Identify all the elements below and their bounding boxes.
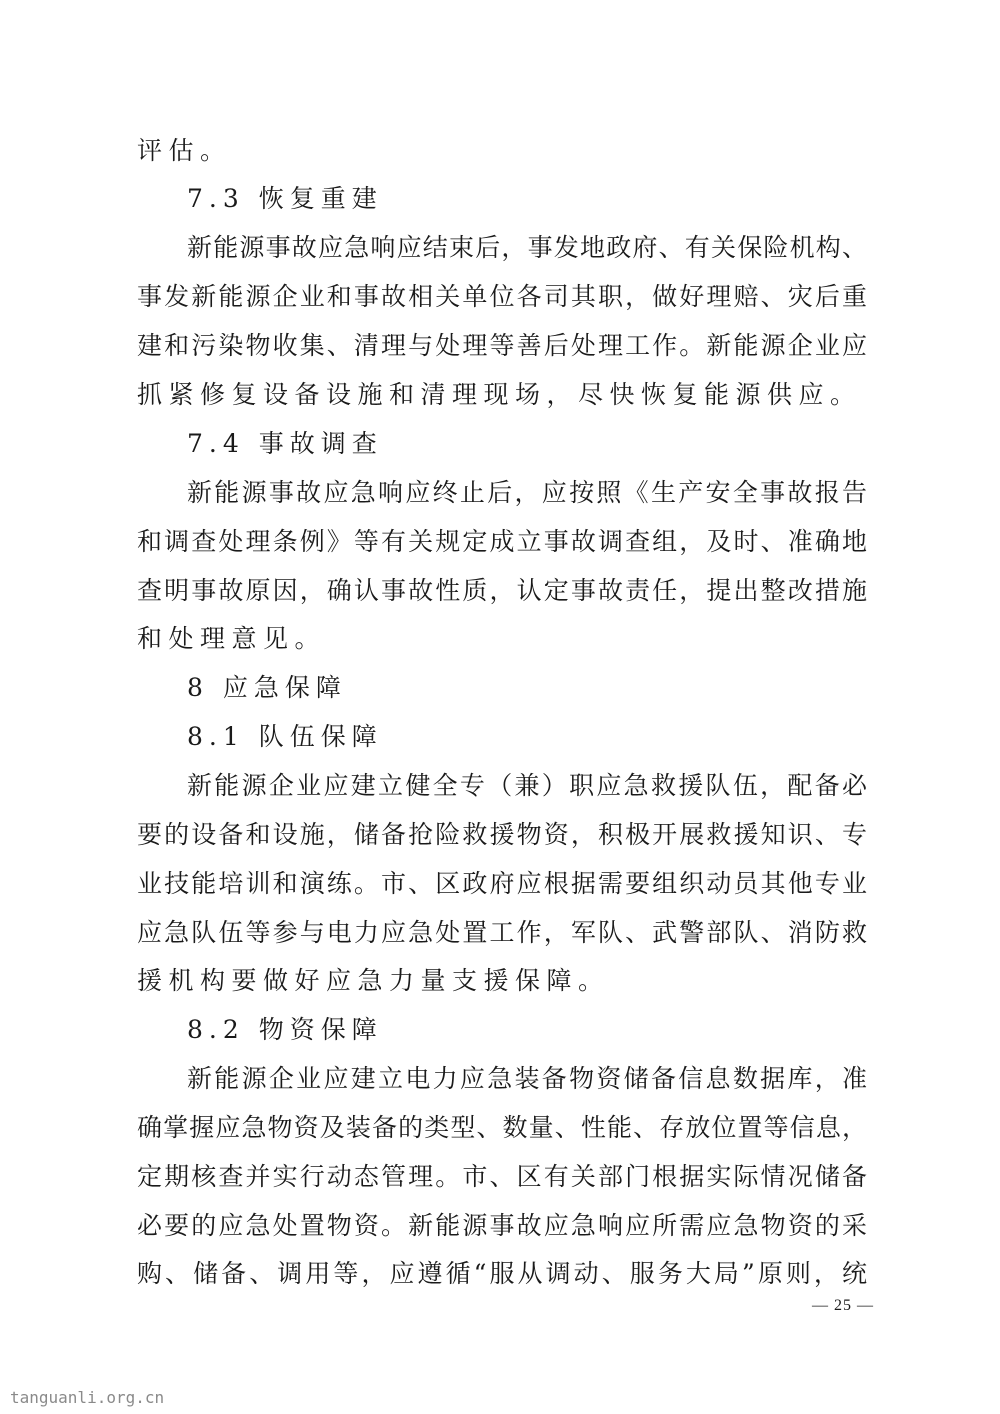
body-line: 新能源事故应急响应结束后，事发地政府、有关保险机构、 bbox=[187, 233, 867, 262]
section-heading-8-1: 8.1 队伍保障 bbox=[187, 722, 383, 751]
section-heading-8-2: 8.2 物资保障 bbox=[187, 1015, 383, 1044]
body-line: 新能源企业应建立电力应急装备物资储备信息数据库，准 bbox=[187, 1064, 867, 1093]
body-line: 抓紧修复设备设施和清理现场，尽快恢复能源供应。 bbox=[137, 380, 862, 409]
body-line: 和调查处理条例》等有关规定成立事故调查组，及时、准确地 bbox=[137, 527, 867, 556]
body-line: 和处理意见。 bbox=[137, 624, 327, 653]
body-line: 购、储备、调用等，应遵循“服从调动、服务大局”原则，统 bbox=[137, 1259, 867, 1288]
watermark-text: tanguanli.org.cn bbox=[10, 1388, 165, 1407]
body-line: 必要的应急处置物资。新能源事故应急响应所需应急物资的采 bbox=[137, 1211, 867, 1240]
body-line: 援机构要做好应急力量支援保障。 bbox=[137, 966, 610, 995]
body-line: 应急队伍等参与电力应急处置工作，军队、武警部队、消防救 bbox=[137, 918, 867, 947]
section-heading-7-4: 7.4 事故调查 bbox=[187, 429, 383, 458]
section-heading-8: 8 应急保障 bbox=[187, 673, 347, 702]
body-line: 查明事故原因，确认事故性质，认定事故责任，提出整改措施 bbox=[137, 576, 867, 605]
body-line: 新能源企业应建立健全专（兼）职应急救援队伍，配备必 bbox=[187, 771, 867, 800]
body-line: 业技能培训和演练。市、区政府应根据需要组织动员其他专业 bbox=[137, 869, 867, 898]
body-line: 定期核查并实行动态管理。市、区有关部门根据实际情况储备 bbox=[137, 1162, 867, 1191]
body-line: 确掌握应急物资及装备的类型、数量、性能、存放位置等信息， bbox=[137, 1113, 867, 1142]
body-line: 评估。 bbox=[137, 136, 232, 165]
body-line: 建和污染物收集、清理与处理等善后处理工作。新能源企业应 bbox=[137, 331, 867, 360]
page-number: — 25 — bbox=[812, 1297, 874, 1314]
body-line: 要的设备和设施，储备抢险救援物资，积极开展救援知识、专 bbox=[137, 820, 867, 849]
body-line: 事发新能源企业和事故相关单位各司其职，做好理赔、灾后重 bbox=[137, 282, 867, 311]
section-heading-7-3: 7.3 恢复重建 bbox=[187, 184, 383, 213]
body-line: 新能源事故应急响应终止后，应按照《生产安全事故报告 bbox=[187, 478, 867, 507]
